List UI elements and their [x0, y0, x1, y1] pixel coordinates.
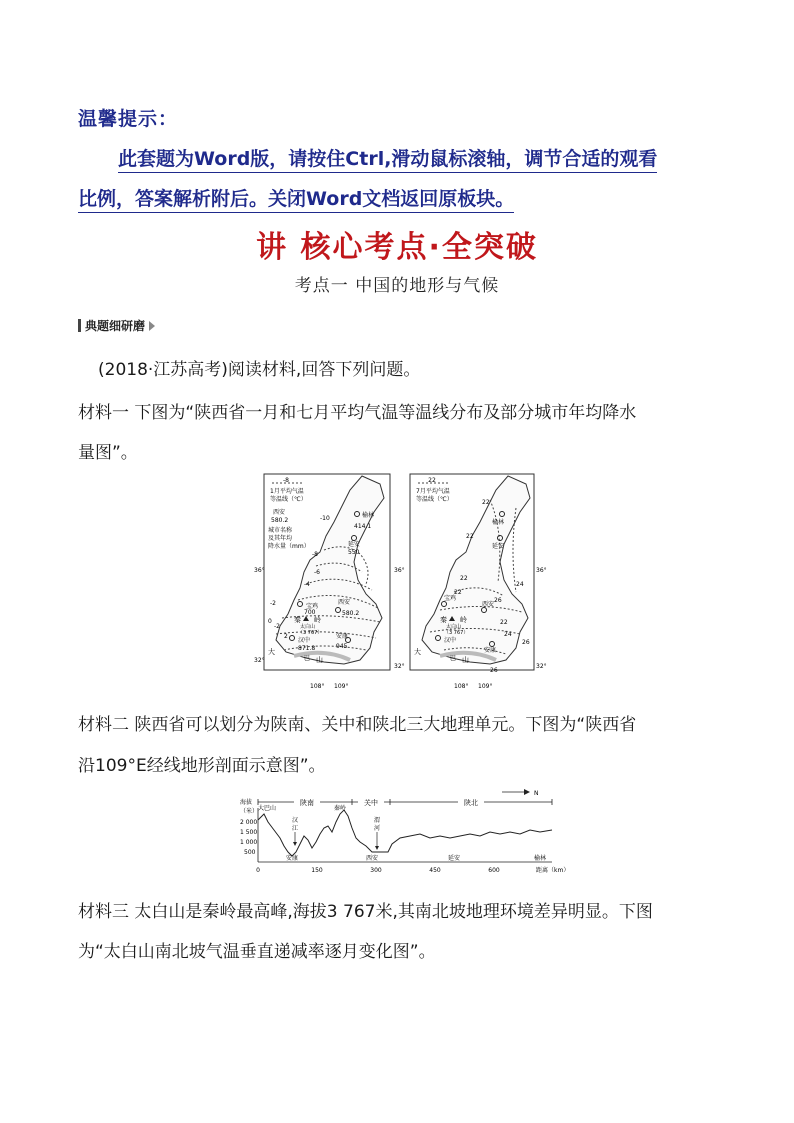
jul-daba-extra: 巴 [450, 655, 457, 662]
jul-city-name: 延安 [492, 543, 505, 550]
jan-city-value: 580.2 [342, 610, 360, 617]
jul-lon-109: 109° [478, 683, 493, 690]
jan-city-name: 延安 [348, 541, 361, 548]
profile-river-wei-2: 河 [374, 825, 381, 832]
jan-iso-label: -10 [320, 515, 330, 522]
profile-daba-shan: 大巴山 [258, 805, 277, 812]
jul-iso-label: 24 [504, 631, 512, 638]
profile-x-tick: 150 [311, 867, 323, 874]
material3-line2: 为“太白山南北坡气温垂直递减率逐月变化图”。 [78, 942, 436, 962]
material1-line2: 量图”。 [78, 443, 138, 463]
jan-legend-city: 西安 [273, 509, 286, 516]
jul-iso-label: 26 [494, 597, 502, 604]
section-label [78, 317, 155, 334]
jan-city-value: 871.8 [298, 645, 316, 652]
jan-daba-2: 山 [316, 656, 323, 664]
lecture-title: 讲 核心考点·全突破 [256, 230, 538, 265]
jul-qinling-2: 岭 [460, 616, 467, 624]
material1-line1: 材料一 下图为“陕西省一月和七月平均气温等温线分布及部分城市年均降水 [78, 403, 637, 423]
tip-title: 温馨提示： [78, 108, 179, 130]
jul-city-name: 汉中 [444, 637, 457, 644]
jul-qinling-1: 秦 [440, 616, 447, 624]
jul-legend-title2: 等温线（℃） [416, 496, 453, 503]
jul-lon-108: 108° [454, 683, 469, 690]
jul-iso-label: 22 [460, 575, 468, 582]
question-intro: (2018·江苏高考)阅读材料,回答下列问题。 [98, 360, 421, 380]
profile-river-han-2: 江 [292, 825, 299, 832]
jan-city-value: 414.1 [354, 523, 372, 530]
north-label: N [534, 790, 539, 797]
profile-city: 西安 [365, 855, 379, 862]
region-shaanbei: 陕北 [464, 799, 478, 807]
tip-line-1: 此套题为Word版，请按住Ctrl,滑动鼠标滚轴，调节合适的观看 [118, 146, 657, 173]
jul-iso-label: 22 [466, 533, 474, 540]
jul-daba-1: 大 [414, 648, 421, 656]
profile-y-tick: 2 000 [240, 819, 258, 826]
terrain-profile-line [258, 810, 552, 856]
section-arrow-icon [149, 321, 155, 331]
jan-lon-108: 108° [310, 683, 325, 690]
jan-city-name: 宝鸡 [306, 603, 319, 610]
jan-city-value: 550 [348, 549, 360, 556]
jan-city-name: 榆林 [362, 512, 375, 519]
jul-iso-label: 26 [522, 639, 530, 646]
region-shaannan: 陕南 [300, 799, 314, 807]
jan-iso-label: -4 [304, 581, 310, 588]
shaanxi-temperature-maps [254, 472, 554, 694]
terrain-profile-109E [240, 786, 570, 878]
jul-lat-32-left: 32° [394, 663, 405, 670]
profile-city: 安康 [285, 855, 299, 862]
material2-line2: 沿109°E经线地形剖面示意图”。 [78, 756, 326, 776]
jan-city-name: 汉中 [298, 637, 311, 644]
jan-legend-note2: 及其年均 [268, 535, 293, 542]
topic-title: 考点一 中国的地形与气候 [294, 276, 500, 296]
material2-line1: 材料二 陕西省可以划分为陕南、关中和陕北三大地理单元。下图为“陕西省 [78, 715, 637, 735]
profile-y-tick: 500 [244, 849, 256, 856]
profile-river-han-1: 汉 [292, 817, 299, 824]
jan-iso-label: -2 [274, 623, 280, 630]
jul-lat-36-left: 36° [394, 567, 405, 574]
jan-iso-label: 0 [268, 618, 272, 625]
section-label-text: 典题细研磨 [85, 319, 146, 333]
tip-line-2: 比例，答案解析附后。关闭Word文档返回原板块。 [78, 186, 514, 213]
jan-daba-extra: 巴 [304, 655, 311, 662]
jul-iso-label: 22 [454, 589, 462, 596]
profile-qinling: 秦岭 [334, 805, 347, 812]
jan-legend-note3: 降水量（mm） [268, 543, 310, 550]
section-bar-icon [78, 319, 81, 332]
jan-iso-label: -2 [270, 600, 276, 607]
jan-city-value: 945 [336, 643, 348, 650]
jan-lon-109: 109° [334, 683, 349, 690]
jan-daba-1: 大 [268, 648, 275, 656]
jan-qinling-2: 岭 [314, 616, 321, 624]
jan-city-value: 700 [304, 609, 316, 616]
jul-peak-elev: （3 767） [444, 630, 469, 636]
jul-legend-title: 7月平均气温 [416, 488, 450, 495]
jul-city-name: 宝鸡 [444, 595, 457, 602]
jul-iso-label: 24 [516, 581, 524, 588]
profile-city: 延安 [447, 855, 461, 862]
jan-legend-title: 1月平均气温 [270, 488, 304, 495]
jul-iso-label: 22 [500, 619, 508, 626]
jan-qinling-1: 秦 [294, 616, 301, 624]
material3-line1: 材料三 太白山是秦岭最高峰,海拔3 767米,其南北坡地理环境差异明显。下图 [78, 902, 653, 922]
jan-legend-value: -8 [283, 477, 289, 484]
jul-peak-name: 太白山 [446, 624, 462, 630]
jan-lat-36: 36° [254, 567, 265, 574]
jan-city-name: 西安 [338, 599, 351, 606]
profile-x-tick: 600 [488, 867, 500, 874]
profile-y-tick: 1 000 [240, 839, 258, 846]
jul-legend-value: 22 [428, 477, 436, 484]
jan-city-name: 安康 [336, 633, 349, 640]
profile-x-tick: 300 [370, 867, 382, 874]
profile-x-tick: 450 [429, 867, 441, 874]
jul-lat-36-right: 36° [536, 567, 547, 574]
jan-legend-precip: 580.2 [271, 517, 289, 524]
jul-lat-32-right: 32° [536, 663, 547, 670]
jul-city-name: 安康 [484, 647, 497, 654]
profile-x-title: 距离（km） [536, 867, 570, 874]
profile-x-tick: 0 [256, 867, 260, 874]
north-arrow-icon [524, 789, 530, 795]
jan-peak-elev: （3 767） [298, 630, 323, 636]
jul-iso-label: 22 [482, 499, 490, 506]
profile-y-tick: 1 500 [240, 829, 258, 836]
han-river-arrow-icon [293, 842, 297, 846]
profile-y-title-1: 海拔 [240, 799, 253, 806]
jan-legend-note1: 城市名称 [268, 527, 293, 534]
jan-peak-name: 太白山 [300, 624, 316, 630]
jul-iso-label: 26 [490, 667, 498, 674]
jan-iso-label: 2 [284, 633, 288, 640]
jul-city-name: 榆林 [492, 519, 505, 526]
profile-city: 榆林 [533, 855, 547, 862]
profile-river-wei-1: 渭 [374, 817, 381, 824]
region-guanzhong: 关中 [364, 799, 378, 807]
jan-iso-label: -8 [312, 551, 318, 558]
jan-iso-label: -6 [314, 569, 320, 576]
wei-river-arrow-icon [375, 846, 379, 850]
jul-daba-2: 山 [462, 656, 469, 664]
jul-city-name: 西安 [482, 601, 495, 608]
jan-legend-title2: 等温线（℃） [270, 496, 307, 503]
profile-y-title-2: （米） [240, 808, 259, 815]
jan-lat-32: 32° [254, 657, 265, 664]
